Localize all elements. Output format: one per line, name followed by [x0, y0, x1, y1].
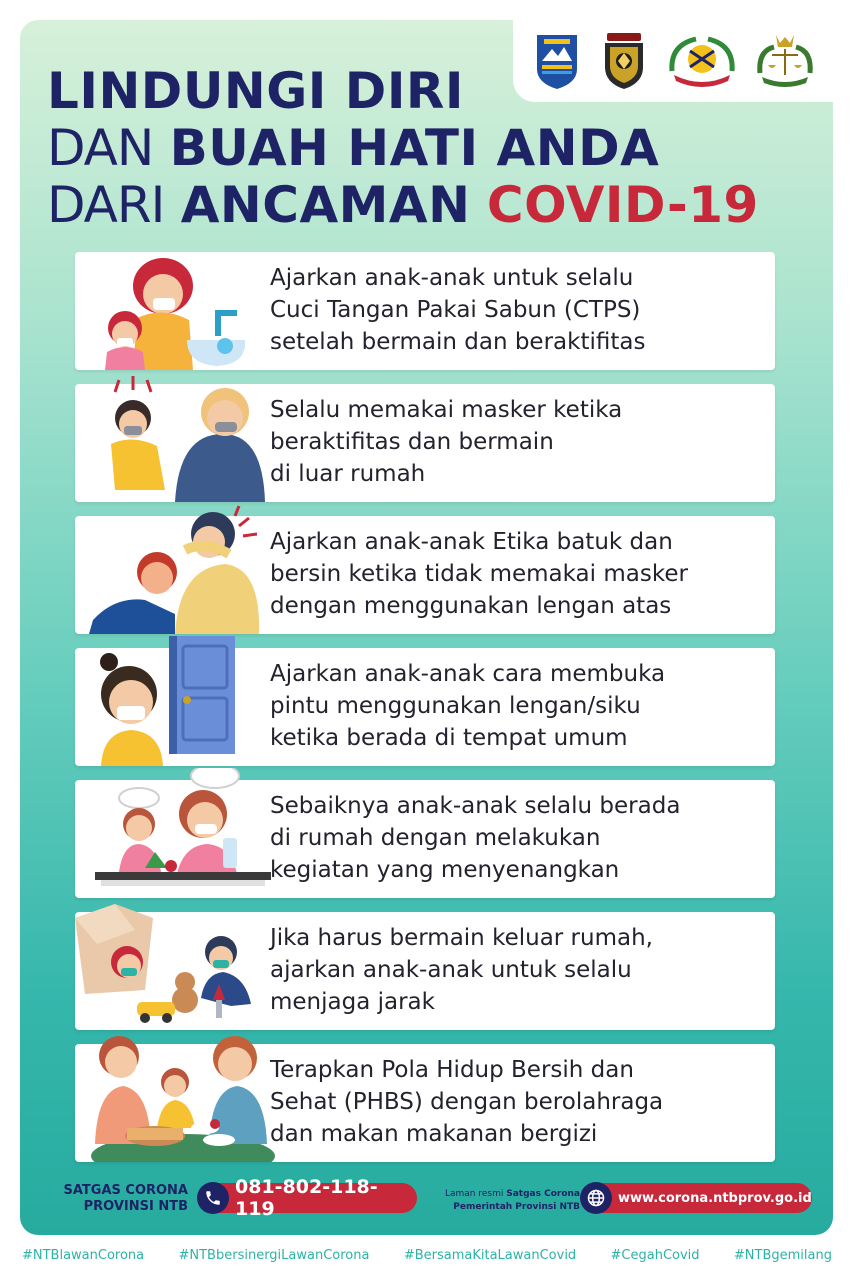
cough-etiquette-icon [75, 504, 275, 634]
wearing-mask-icon [75, 372, 275, 502]
hotline-phone-number: 081-802-118-119 [235, 1176, 378, 1220]
cooking-at-home-icon [75, 768, 275, 898]
headline-covid: COVID-19 [486, 176, 759, 234]
headline [47, 63, 759, 234]
tip-text-3: Ajarkan anak-anak Etika batuk dan bersin ketika tidak memakai masker dengan menggunakan lengan atas [270, 529, 688, 619]
hashtag-item: #BersamaKitaLawanCovid [403, 1248, 577, 1263]
hashtag-item: #NTBgemilang [733, 1248, 832, 1263]
prosecutor-office-emblem-icon [752, 29, 818, 93]
tip-card-mask [75, 384, 775, 502]
door-elbow-icon [75, 636, 275, 766]
headline-line-2-bold: BUAH HATI ANDA [169, 119, 660, 177]
website-url: www.corona.ntbprov.go.id [618, 1190, 812, 1206]
official-site-label [428, 1188, 580, 1214]
tip-card-at-home [75, 780, 775, 898]
headline-line-2 [47, 120, 759, 177]
tip-text-7: Terapkan Pola Hidup Bersih dan Sehat (PHBS) dengan berolahraga dan makan makanan bergizi [270, 1057, 664, 1147]
headline-line-3-prefix: DARI [47, 176, 165, 234]
tip-card-cough-etiquette [75, 516, 775, 634]
family-meal-icon [75, 1032, 275, 1162]
headline-line-3-bold: ANCAMAN [180, 176, 471, 234]
tip-card-door-elbow [75, 648, 775, 766]
headline-line-1: LINDUNGI DIRI [47, 62, 465, 120]
tip-text-4: Ajarkan anak-anak cara membuka pintu menggunakan lengan/siku ketika berada di tempat umum [270, 661, 666, 751]
globe-icon [580, 1182, 612, 1214]
tip-text-6: Jika harus bermain keluar rumah, ajarkan anak-anak untuk selalu menjaga jarak [270, 925, 653, 1015]
official-site-org-1: Satgas Corona [506, 1189, 580, 1199]
phone-icon [197, 1182, 229, 1214]
poster-background [20, 20, 833, 1235]
headline-line-3 [47, 177, 759, 234]
official-site-org-2: Pemerintah Provinsi NTB [453, 1202, 580, 1212]
handwashing-icon [75, 240, 275, 370]
headline-line-2-prefix: DAN [47, 119, 154, 177]
hashtag-item: #NTBbersinergiLawanCorona [178, 1248, 370, 1263]
tip-text-1: Ajarkan anak-anak untuk selalu Cuci Tangan Pakai Sabun (CTPS) setelah bermain dan beraktifitas [270, 265, 646, 355]
official-site-prefix: Laman resmi [444, 1189, 504, 1199]
tip-card-distance [75, 912, 775, 1030]
tip-text-2: Selalu memakai masker ketika beraktifitas dan bermain di luar rumah [270, 397, 623, 487]
hashtag-row [22, 1248, 832, 1263]
tip-card-handwashing [75, 252, 775, 370]
task-force-label: SATGAS CORONA PROVINSI NTB [63, 1183, 188, 1214]
website-pill[interactable] [584, 1183, 812, 1213]
hashtag-item: #CegahCovid [610, 1248, 700, 1263]
playing-distance-icon [75, 900, 275, 1030]
hotline-phone-pill[interactable] [201, 1176, 417, 1220]
tip-card-phbs [75, 1044, 775, 1162]
tip-text-5: Sebaiknya anak-anak selalu berada di rumah dengan melakukan kegiatan yang menyenangkan [270, 793, 681, 883]
hashtag-item: #NTBlawanCorona [22, 1248, 145, 1263]
